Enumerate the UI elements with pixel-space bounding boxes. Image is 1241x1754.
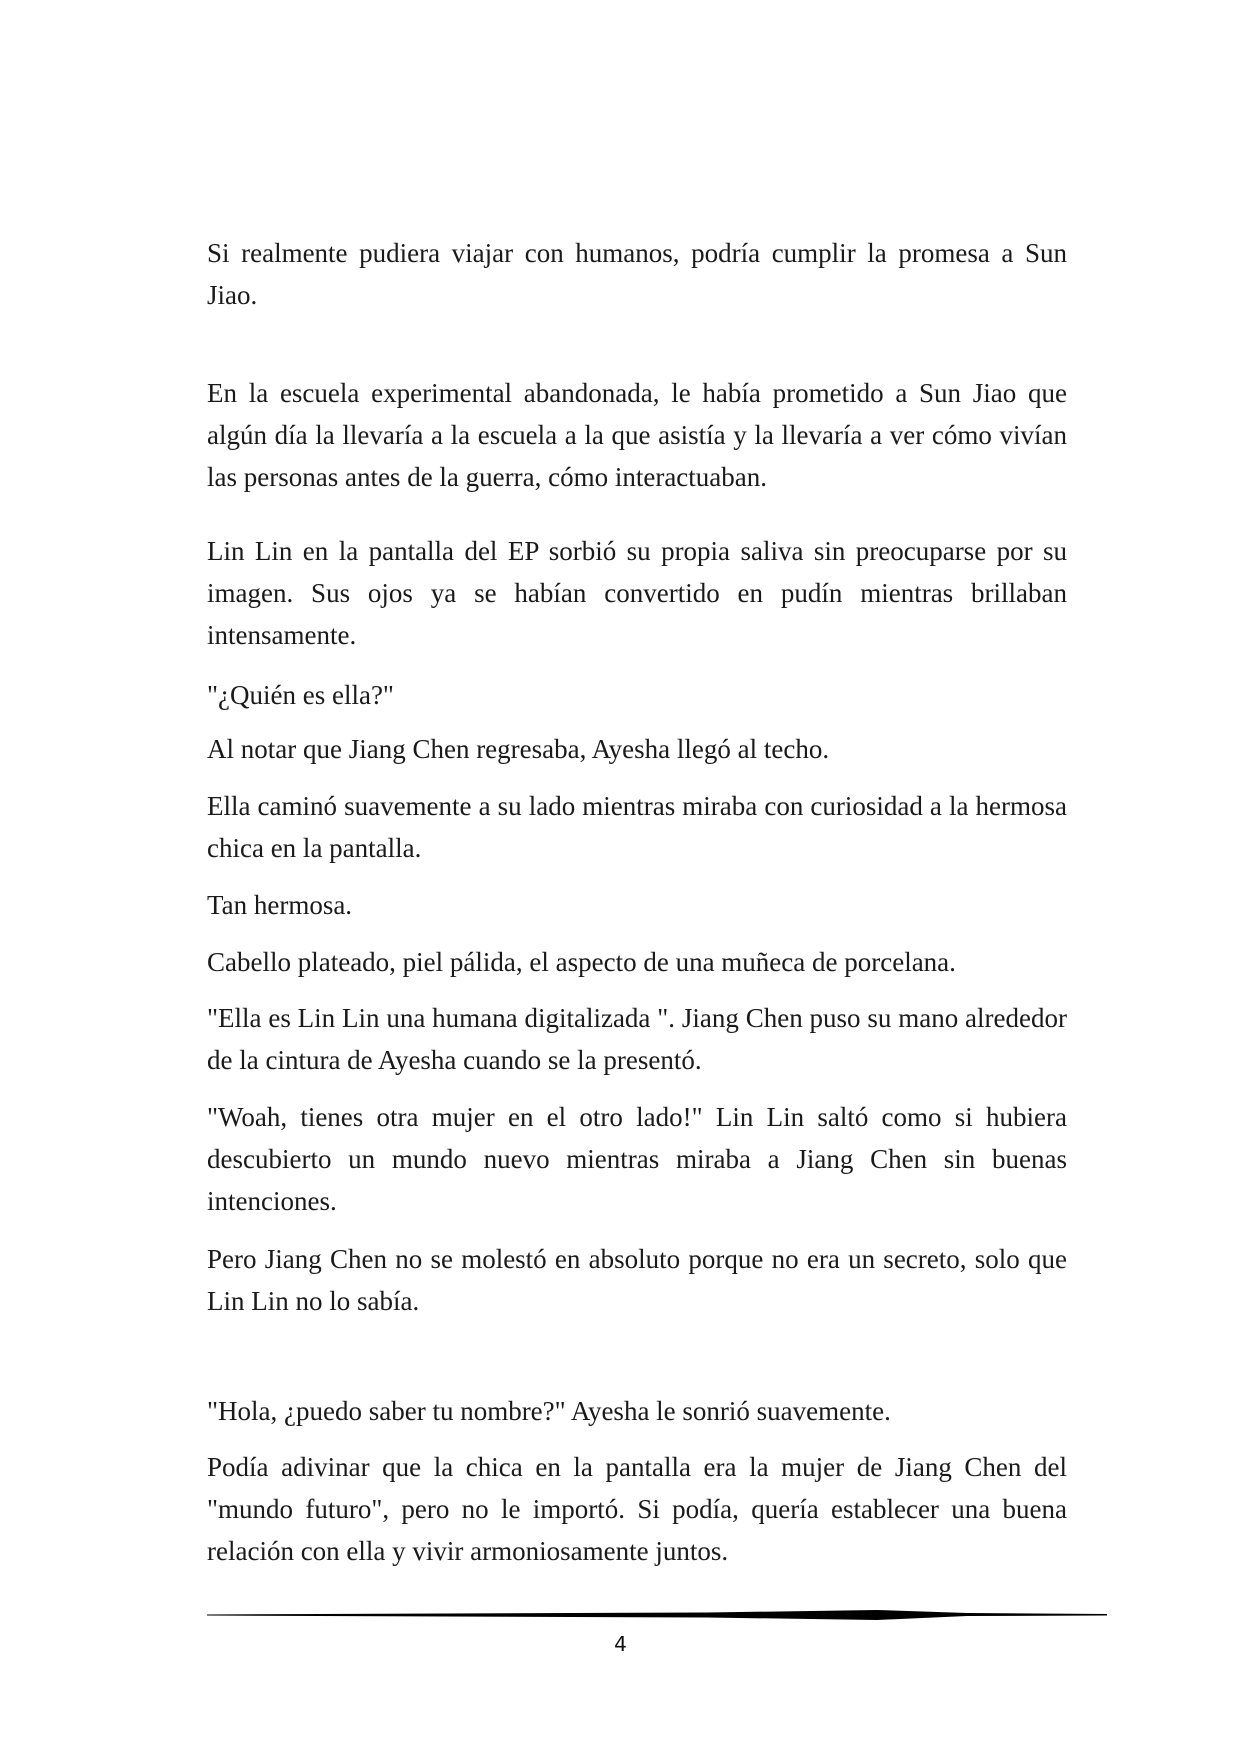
page-number: 4 bbox=[614, 1632, 627, 1656]
paragraph-11: Pero Jiang Chen no se molestó en absoluto porque no era un secreto, solo que Lin Lin no lo sabía. bbox=[207, 1244, 1067, 1316]
paragraph-8: Cabello plateado, piel pálida, el aspecto de una muñeca de porcelana. bbox=[207, 947, 956, 977]
paragraph-5: Al notar que Jiang Chen regresaba, Ayesha llegó al techo. bbox=[207, 734, 830, 764]
footer-rule bbox=[207, 1608, 1107, 1622]
paragraph-2: En la escuela experimental abandonada, le había prometido a Sun Jiao que algún día la llevaría a la escuela a la que asistía y la llevaría a ver cómo vivían las personas antes de la guerra, cómo interactuaban. bbox=[207, 378, 1067, 492]
paragraph-13: Podía adivinar que la chica en la pantalla era la mujer de Jiang Chen del "mundo futuro", pero no le importó. Si podía, quería establecer una buena relación con ella y vivir armoniosamente juntos. bbox=[207, 1452, 1067, 1566]
paragraph-1: Si realmente pudiera viajar con humanos, podría cumplir la promesa a Sun Jiao. bbox=[207, 238, 1067, 310]
paragraph-12: "Hola, ¿puedo saber tu nombre?" Ayesha le sonrió suavemente. bbox=[207, 1396, 891, 1426]
paragraph-6: Ella caminó suavemente a su lado mientras miraba con curiosidad a la hermosa chica en la pantalla. bbox=[207, 791, 1067, 863]
paragraph-9: "Ella es Lin Lin una humana digitalizada ". Jiang Chen puso su mano alrededor de la cintura de Ayesha cuando se la presentó. bbox=[207, 1003, 1067, 1075]
paragraph-10: "Woah, tienes otra mujer en el otro lado!" Lin Lin saltó como si hubiera descubierto un mundo nuevo mientras miraba a Jiang Chen sin buenas intenciones. bbox=[207, 1102, 1067, 1216]
paragraph-7: Tan hermosa. bbox=[207, 890, 353, 920]
paragraph-3: Lin Lin en la pantalla del EP sorbió su propia saliva sin preocuparse por su imagen. Sus ojos ya se habían convertido en pudín mientras brillaban intensamente. bbox=[207, 536, 1067, 650]
paragraph-4: "¿Quién es ella?" bbox=[207, 680, 394, 710]
